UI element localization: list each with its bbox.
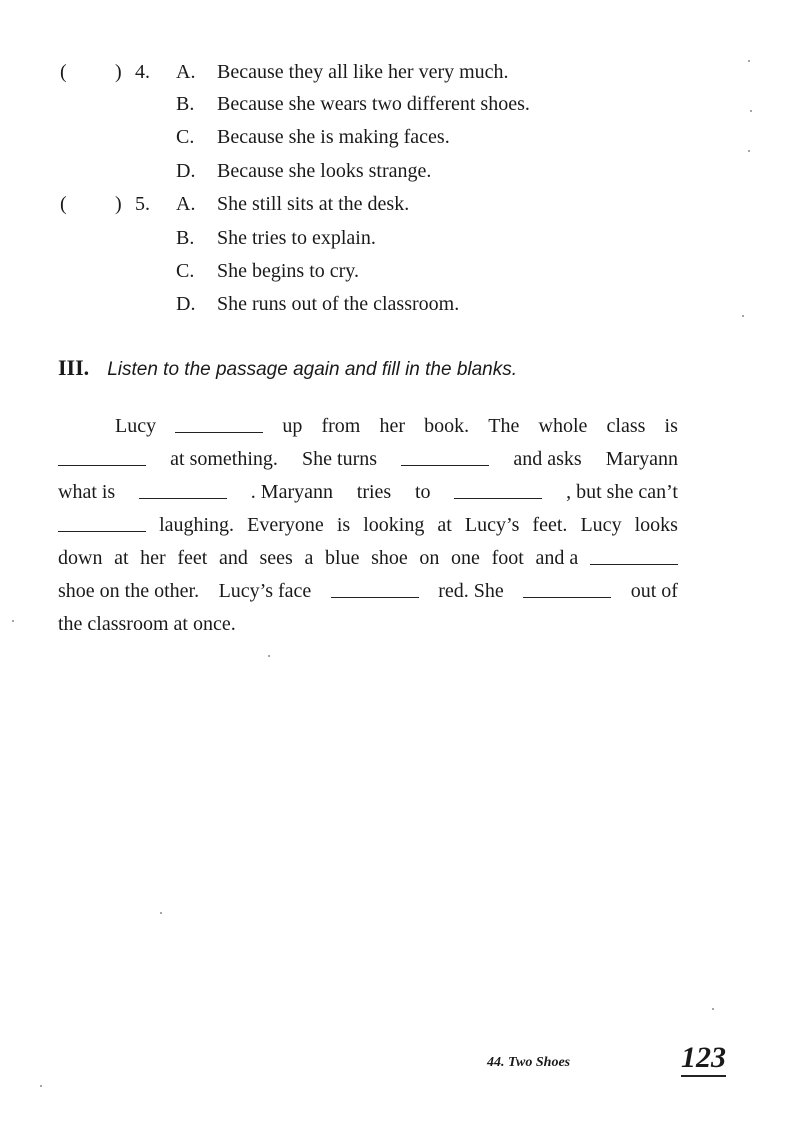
passage-text: , but she can’t [566,481,678,503]
scan-speck [268,655,270,657]
section-heading [58,355,517,387]
option-text: Because she looks strange. [217,160,432,182]
blank-8[interactable] [331,575,419,598]
passage-line [58,476,678,509]
passage-text: the classroom at once. [58,613,236,635]
passage-word: looks [634,514,678,536]
passage-word: sees [259,547,293,569]
question-5-option-a-row [0,189,700,219]
passage-text: and asks [513,448,582,470]
option-text: Because they all like her very much. [217,61,509,83]
lesson-title: 44. Two Shoes [487,1055,571,1070]
passage-word: shoe [371,547,408,569]
option-letter: B. [176,93,195,115]
blank-1[interactable] [175,410,263,433]
passage-word: looking [363,514,425,536]
passage-word: and a [535,547,579,569]
question-number: 4. [135,61,150,83]
passage-word: at [114,547,129,569]
passage-line [58,575,678,608]
passage-line [58,608,678,641]
passage-word: laughing. [159,514,235,536]
blank-7[interactable] [590,542,678,565]
passage-word: Lucy [115,415,157,437]
passage-word: feet. [532,514,568,536]
option-letter: C. [176,126,195,148]
passage-text: out of [630,580,678,602]
scan-speck [748,150,750,152]
passage-word: from [321,415,361,437]
section-instructions: Listen to the passage again and fill in the blanks. [107,359,518,380]
passage-text: what is [58,481,116,503]
answer-paren-open: ( [60,61,67,83]
passage-word: her [140,547,166,569]
option-text: She still sits at the desk. [217,193,410,215]
passage-text: Maryann [605,448,678,470]
option-text: She runs out of the classroom. [217,293,460,315]
passage-text: Lucy’s face [218,580,312,602]
page-number: 123 [681,1041,726,1077]
passage-line [58,443,678,476]
option-letter: C. [176,260,195,282]
option-letter: A. [176,61,196,83]
option-text: Because she wears two different shoes. [217,93,530,115]
blank-4[interactable] [139,476,227,499]
blank-2[interactable] [58,443,146,466]
blank-6[interactable] [58,509,146,532]
scan-speck [748,60,750,62]
passage-word: down [58,547,103,569]
question-4-option-d-row [0,156,700,186]
fill-in-passage [58,410,678,641]
passage-word: Lucy [580,514,622,536]
blank-5[interactable] [454,476,542,499]
section-number: III. [58,355,90,380]
question-5-option-c-row [0,256,700,286]
passage-word: a [304,547,314,569]
option-text: She begins to cry. [217,260,360,282]
question-4-option-b-row [0,89,700,119]
scan-speck [40,1085,42,1087]
question-5-option-d-row [0,289,700,319]
passage-word: foot [491,547,524,569]
passage-text: at something. [170,448,278,470]
option-text: Because she is making faces. [217,126,450,148]
passage-text: She turns [302,448,378,470]
option-text: She tries to explain. [217,227,376,249]
answer-paren-close: ) [115,193,122,215]
passage-word: blue [325,547,360,569]
passage-text: shoe on the other. [58,580,200,602]
passage-word: at [437,514,452,536]
passage-word: her [379,415,406,437]
answer-paren-close: ) [115,61,122,83]
scan-speck [742,315,744,317]
scan-speck [12,620,14,622]
blank-3[interactable] [401,443,489,466]
passage-line [58,410,678,443]
option-letter: A. [176,193,196,215]
passage-line [58,509,678,542]
passage-word: one [451,547,480,569]
passage-word: feet [177,547,208,569]
passage-text: . Maryann [250,481,333,503]
question-4-option-a-row [0,57,700,87]
question-4-option-c-row [0,122,700,152]
option-letter: B. [176,227,195,249]
passage-text: red. She [438,580,504,602]
passage-word: book. [424,415,470,437]
passage-word: and [218,547,248,569]
passage-word: up [282,415,303,437]
scan-speck [160,912,162,914]
passage-word: whole [538,415,588,437]
passage-line [58,542,678,575]
passage-word: Lucy’s [464,514,520,536]
passage-word: on [419,547,440,569]
passage-word: class [606,415,646,437]
blank-9[interactable] [523,575,611,598]
passage-word: is [664,415,678,437]
option-letter: D. [176,160,196,182]
question-5-option-b-row [0,223,700,253]
answer-paren-open: ( [60,193,67,215]
passage-text: tries [356,481,392,503]
passage-word: The [488,415,520,437]
passage-word: is [336,514,351,536]
scan-speck [750,110,752,112]
passage-word: Everyone [247,514,324,536]
passage-text: to [414,481,431,503]
question-number: 5. [135,193,150,215]
scan-speck [712,1008,714,1010]
option-letter: D. [176,293,196,315]
